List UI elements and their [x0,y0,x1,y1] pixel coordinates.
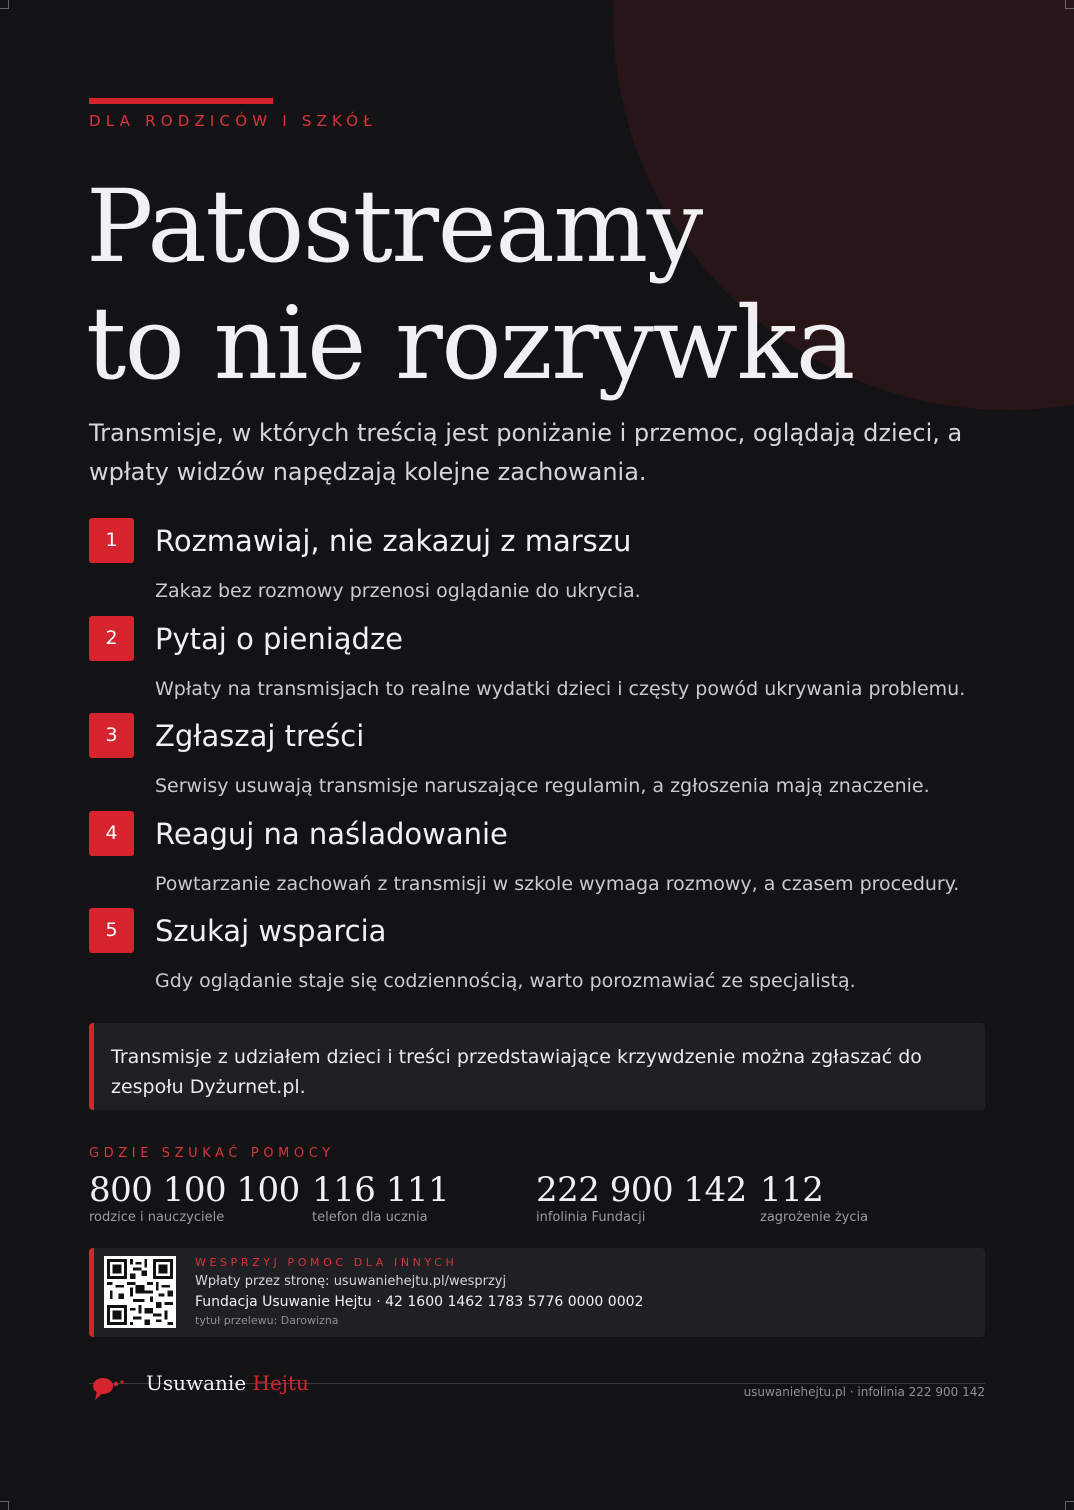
logo-word-1: Usuwanie [146,1371,247,1395]
steps-list [89,518,989,1006]
qr-code-icon[interactable] [104,1256,176,1328]
report-note-text: Transmisje z udziałem dzieci i treści przedstawiające krzywdzenie można zgłaszać do zespołu Dyżurnet.pl. [111,1046,922,1098]
step-item [89,713,989,811]
helpline-description: telefon dla ucznia [312,1210,428,1225]
helpline-number: 116 111 [312,1170,450,1210]
lead-paragraph: Transmisje, w których treścią jest poniżanie i przemoc, oglądają dzieci, a wpłaty widzów napędzają kolejne zachowania. [89,419,963,486]
title-line-1: Patostreamy [86,168,702,285]
donation-box [89,1248,985,1337]
step-item [89,811,989,909]
helpline [89,1170,300,1226]
helpline [536,1170,747,1226]
help-section-label: GDZIE SZUKAĆ POMOCY [89,1146,335,1161]
step-title: Rozmawiaj, nie zakazuj z marszu [155,524,632,558]
donation-account: Fundacja Usuwanie Hejtu · 42 1600 1462 1783 5776 0000 0002 [195,1294,644,1310]
step-title: Zgłaszaj treści [155,719,365,753]
step-number: 1 [89,518,134,563]
step-number: 3 [89,713,134,758]
donation-title: tytuł przelewu: Darowizna [195,1314,339,1327]
kicker: DLA RODZICÓW I SZKÓŁ [89,112,377,130]
donation-website: Wpłaty przez stronę: usuwaniehejtu.pl/wesprzyj [195,1274,507,1289]
helpline-description: zagrożenie życia [760,1210,869,1225]
helpline [760,1170,868,1226]
step-description: Wpłaty na transmisjach to realne wydatki dzieci i częsty powód ukrywania problemu. [155,677,966,700]
crop-mark [0,1501,9,1510]
step-item [89,908,989,1006]
step-item [89,616,989,714]
helpline-description: infolinia Fundacji [536,1210,646,1225]
step-item [89,518,989,616]
crop-mark [1065,1501,1074,1510]
title-line-2: to nie rozrywka [86,285,854,402]
logo-word-2: Hejtu [252,1371,309,1395]
report-note [89,1023,985,1110]
helpline-number: 112 [760,1170,824,1210]
step-description: Powtarzanie zachowań z transmisji w szkole wymaga rozmowy, a czasem procedury. [155,872,960,895]
step-description: Serwisy usuwają transmisje naruszające regulamin, a zgłoszenia mają znaczenie. [155,775,930,797]
step-description: Gdy oglądanie staje się codziennością, warto porozmawiać ze specjalistą. [155,970,856,992]
step-title: Pytaj o pieniądze [155,621,404,656]
step-description: Zakaz bez rozmowy przenosi oglądanie do ukrycia. [155,580,641,602]
speech-bubble-icon [91,1375,127,1403]
step-number: 5 [89,908,134,953]
logo-wordmark [146,1371,309,1395]
helpline [312,1170,449,1226]
footer-contact: usuwaniehejtu.pl · infolinia 222 900 142 [743,1385,985,1399]
step-title: Szukaj wsparcia [155,914,387,948]
step-title: Reaguj na naśladowanie [155,816,508,851]
helpline-number: 800 100 100 [89,1170,300,1210]
helpline-description: rodzice i nauczyciele [89,1210,225,1225]
step-number: 4 [89,811,134,856]
page-title [86,168,854,402]
accent-bar [89,98,273,104]
donation-label: WESPRZYJ POMOC DLA INNYCH [195,1256,458,1269]
step-number: 2 [89,616,134,661]
crop-mark [1065,0,1074,9]
helpline-number: 222 900 142 [536,1170,747,1210]
crop-mark [0,0,9,9]
